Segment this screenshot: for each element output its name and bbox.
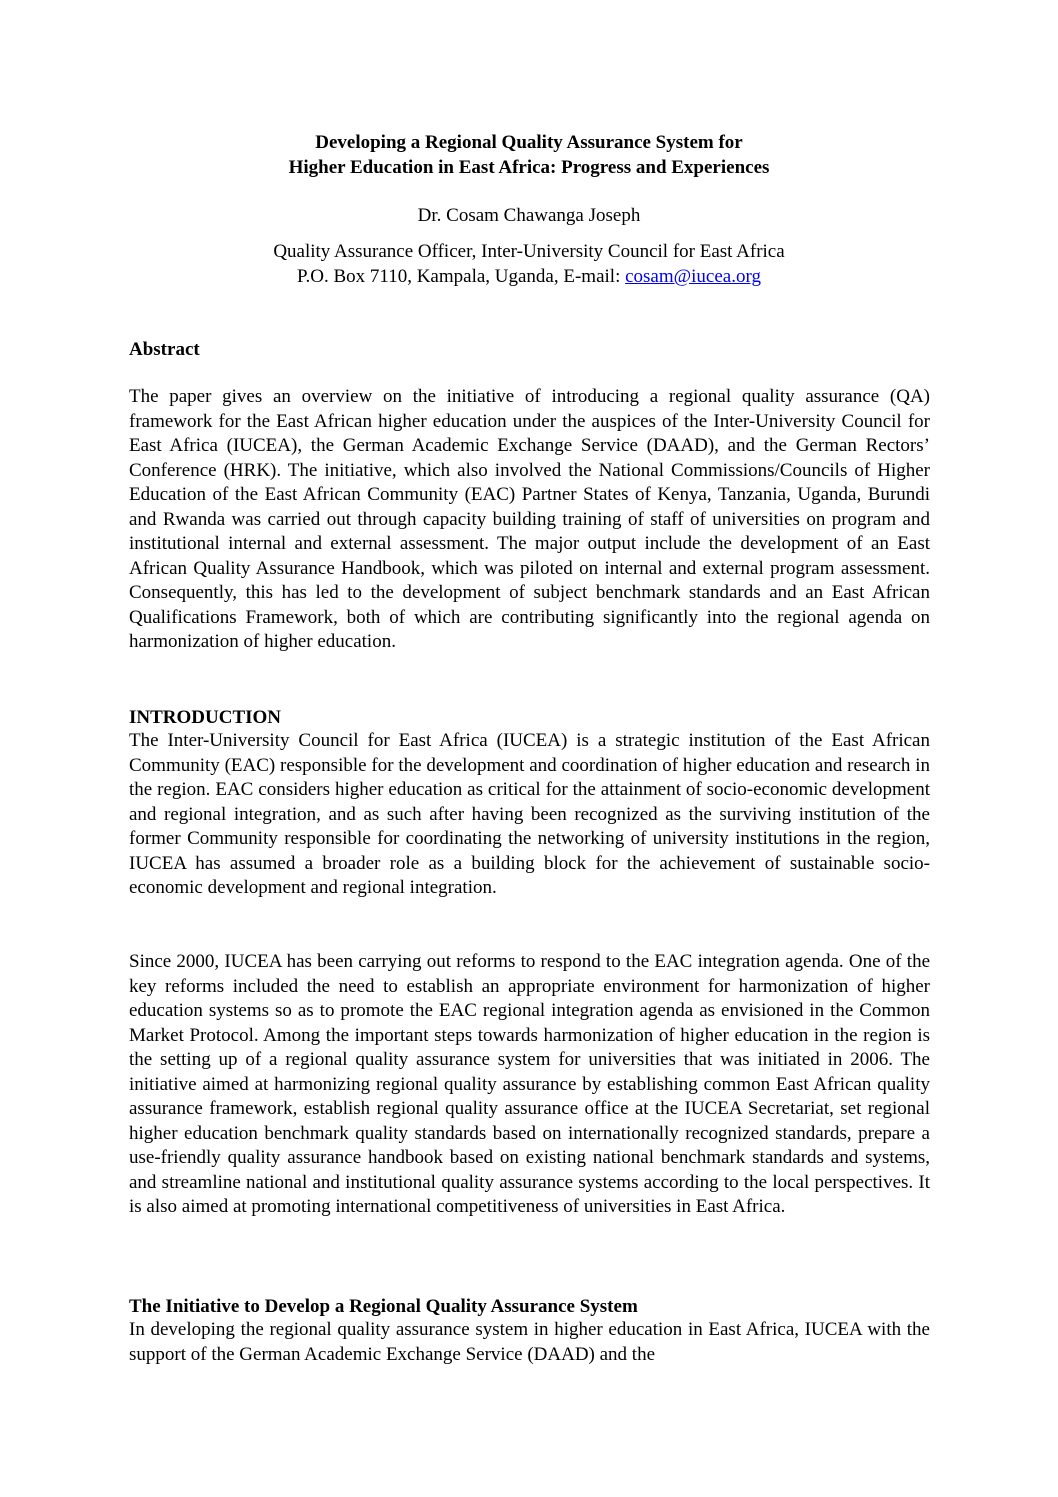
affiliation-line-2 [0, 264, 1058, 289]
affiliation-line-1: Quality Assurance Officer, Inter-University Council for East Africa [273, 241, 785, 262]
initiative-paragraph: In developing the regional quality assurance system in higher education in East Africa, IUCEA with the support of the German Academic Exchange Service (DAAD) and the [129, 1319, 930, 1365]
author-name: Dr. Cosam Chawanga Joseph [417, 205, 641, 226]
abstract-paragraph: The paper gives an overview on the initiative of introducing a regional quality assurance (QA) framework for the East African higher education under the auspices of the Inter-University Council for East Africa (IUCEA), the German Academic Exchange Service (DAAD), and the German Rectors’ Conference (HRK). The initiative, which also involved the National Commissions/Councils of Higher Education of the East African Community (EAC) Partner States of Kenya, Tanzania, Uganda, Burundi and Rwanda was carried out through capacity building training of staff of universities on program and institutional internal and external assessment. The major output include the development of an East African Quality Assurance Handbook, which was piloted on internal and external program assessment. Consequently, this has led to the development of subject benchmark standards and an East African Qualifications Framework, both of which are contributing significantly into the regional agenda on harmonization of higher education. [129, 386, 930, 652]
abstract-body [129, 385, 930, 655]
paper-title [0, 130, 1058, 180]
title-line-2: Higher Education in East Africa: Progress and Experiences [288, 157, 770, 178]
initiative-body [129, 1318, 930, 1367]
initiative-heading: The Initiative to Develop a Regional Quality Assurance System [129, 1296, 638, 1317]
introduction-paragraph-2: Since 2000, IUCEA has been carrying out reforms to respond to the EAC integration agenda. One of the key reforms included the need to establish an appropriate environment for harmonization of higher education systems so as to promote the EAC regional integration agenda as envisioned in the Common Market Protocol. Among the important steps towards harmonization of higher education in the region is the setting up of a regional quality assurance system for universities that was initiated in 2006. The initiative aimed at harmonizing regional quality assurance by establishing common East African quality assurance framework, establish regional quality assurance office at the IUCEA Secretariat, set regional higher education benchmark quality standards based on internationally recognized standards, prepare a use-friendly quality assurance handbook based on existing national benchmark standards and systems, and streamline national and institutional quality assurance systems according to the local perspectives. It is also aimed at promoting international competitiveness of universities in East Africa. [129, 951, 930, 1217]
abstract-heading: Abstract [129, 339, 200, 360]
introduction-paragraph-1: The Inter-University Council for East Africa (IUCEA) is a strategic institution of the East African Community (EAC) responsible for the development and coordination of higher education and research in the region. EAC considers higher education as critical for the attainment of socio-economic development and regional integration, and as such after having been recognized as the surviving institution of the former Community responsible for coordinating the networking of university institutions in the region, IUCEA has assumed a broader role as a building block for the achievement of sustainable socio-economic development and regional integration. [129, 730, 930, 898]
title-line-1: Developing a Regional Quality Assurance System for [315, 132, 743, 153]
introduction-heading: INTRODUCTION [129, 707, 282, 728]
affiliation-address: P.O. Box 7110, Kampala, Uganda, E-mail: [297, 266, 626, 287]
introduction-body-2 [129, 950, 930, 1220]
email-link[interactable]: cosam@iucea.org [625, 266, 761, 287]
introduction-body-1 [129, 729, 930, 901]
author-affiliation [0, 239, 1058, 289]
